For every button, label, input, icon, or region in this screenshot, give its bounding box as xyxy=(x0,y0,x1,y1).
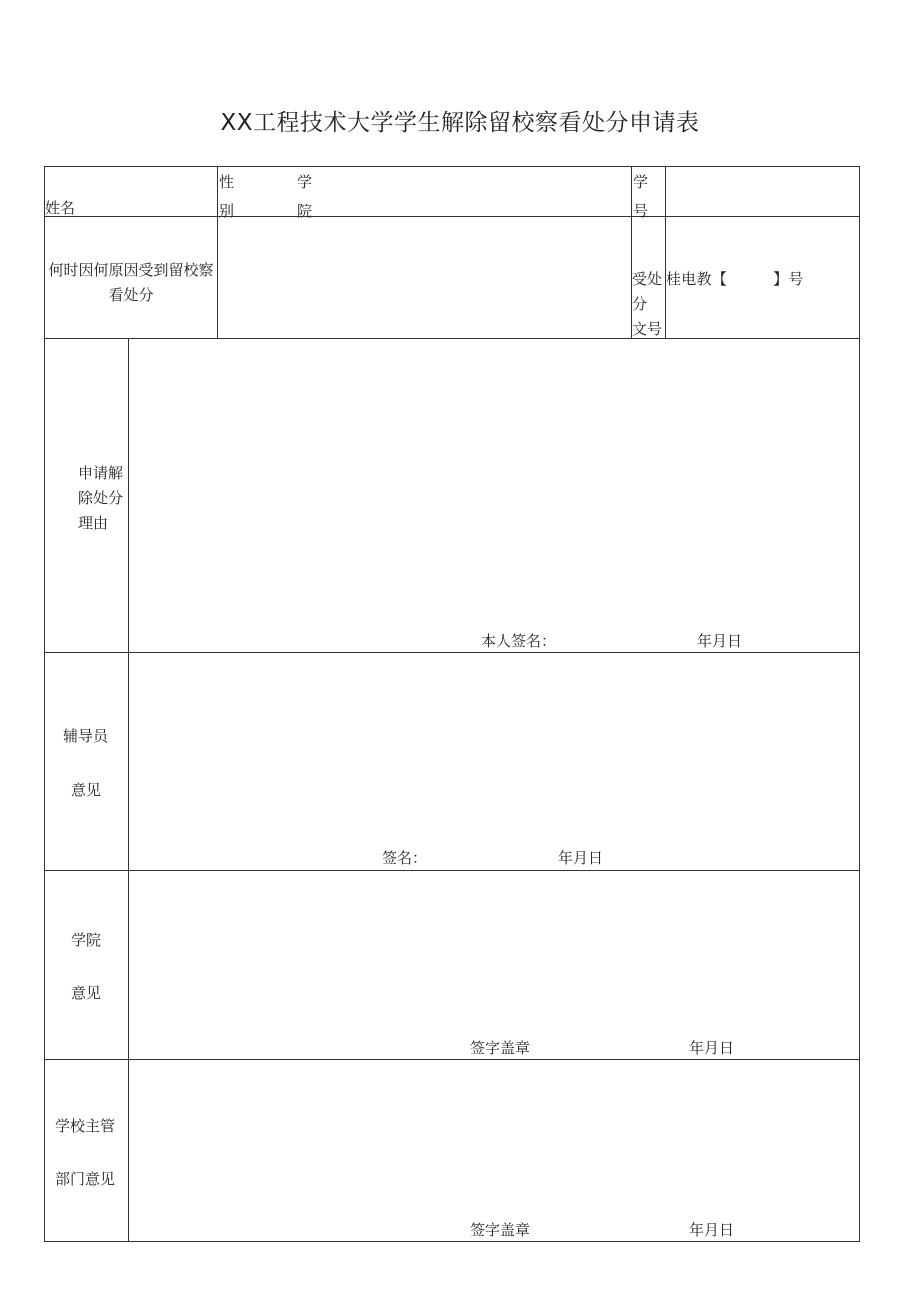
college-signature-label: 签字盖章 xyxy=(470,1039,531,1057)
college-opinion-label-2: 意见 xyxy=(71,984,102,1002)
column-divider xyxy=(217,166,218,338)
apply-reason-label-3: 理由 xyxy=(78,514,109,532)
doc-no-label-line3: 文号 xyxy=(632,320,663,338)
column-divider xyxy=(665,166,666,338)
student-no-label-bottom: 号 xyxy=(633,202,649,220)
gender-label-top: 性 xyxy=(219,173,235,191)
form-title: XX工程技术大学学生解除留校察看处分申请表 xyxy=(220,110,700,136)
punishment-reason-label: 何时因何原因受到留校察看处分 xyxy=(48,261,214,304)
row-divider xyxy=(44,1059,860,1060)
applicant-date-label: 年月日 xyxy=(697,632,743,650)
apply-reason-label-1: 申请解 xyxy=(78,464,124,482)
student-no-label-top: 学 xyxy=(633,173,649,191)
college-label-top: 学 xyxy=(297,173,313,191)
name-label: 姓名 xyxy=(45,199,76,217)
doc-no-label-line2: 分 xyxy=(632,295,648,313)
school-opinion-label-1: 学校主管 xyxy=(55,1117,116,1135)
counselor-label-1: 辅导员 xyxy=(63,727,109,745)
table-border-top xyxy=(44,166,860,167)
college-label-bottom: 院 xyxy=(297,202,313,220)
row-divider xyxy=(44,870,860,871)
school-signature-label: 签字盖章 xyxy=(470,1221,531,1239)
doc-no-label-line1: 受处 xyxy=(632,270,663,288)
table-border-left xyxy=(44,166,45,1242)
table-border-right xyxy=(859,166,860,1242)
row-divider xyxy=(44,216,860,217)
counselor-date-label: 年月日 xyxy=(558,849,604,867)
apply-reason-label-2: 除处分 xyxy=(78,489,124,507)
table-border-bottom xyxy=(44,1241,860,1242)
applicant-signature-label: 本人签名： xyxy=(481,632,557,650)
row-divider xyxy=(44,652,860,653)
counselor-signature-label: 签名： xyxy=(382,849,428,867)
school-date-label: 年月日 xyxy=(689,1221,735,1239)
college-opinion-label-1: 学院 xyxy=(71,931,102,949)
row-divider xyxy=(44,338,860,339)
counselor-label-2: 意见 xyxy=(71,781,102,799)
gender-label-bottom: 别 xyxy=(219,202,235,220)
school-opinion-label-2: 部门意见 xyxy=(55,1170,116,1188)
column-divider xyxy=(128,338,129,1242)
doc-no-value: 桂电教【 】号 xyxy=(666,270,804,288)
college-date-label: 年月日 xyxy=(689,1039,735,1057)
